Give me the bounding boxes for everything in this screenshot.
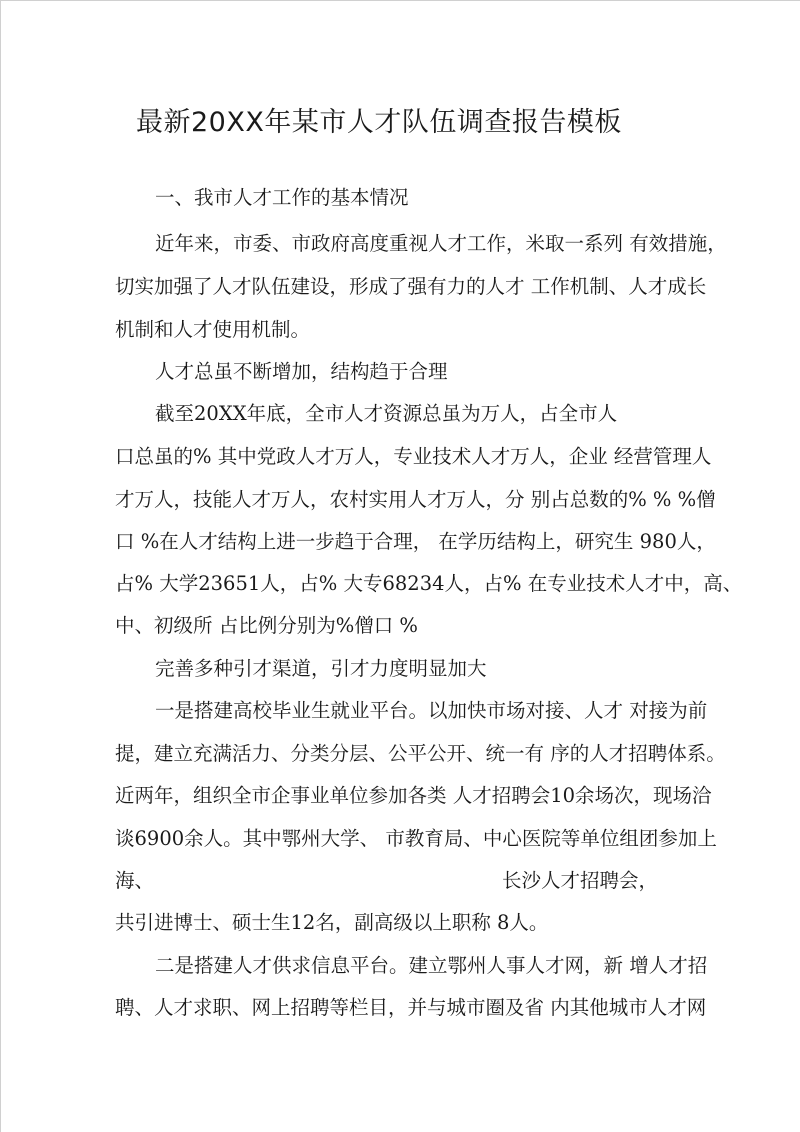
paragraph-line: 海、	[115, 869, 155, 892]
paragraph-line: 口 %在人才结构上进一步趋于合理， 在学历结构上，研究生 980人，	[115, 530, 716, 553]
paragraph-line: 占% 大学23651人，占% 大专68234人，占% 在专业技术人才中，高、	[115, 572, 743, 595]
paragraph-line: 切实加强了人才队伍建设，形成了强有力的人才 工作机制、人才成长	[115, 275, 707, 298]
paragraph-line: 才万人，技能人才万人，农村实用人才万人，分 别占总数的% % %僧	[115, 488, 716, 511]
page-border-left	[0, 0, 1, 1132]
paragraph-line: 截至20XX年底，全市人才资源总虽为万人，占全市人	[155, 402, 618, 425]
paragraph-line: 提，建立充满活力、分类分层、公平公开、统一有 序的人才招聘体系。	[115, 742, 726, 765]
paragraph-line: 近两年，组织全市企事业单位参加各类 人才招聘会10余场次，现场洽	[115, 784, 712, 807]
paragraph-line: 二是搭建人才供求信息平台。建立鄂州人事人才网，新 增人才招	[155, 954, 708, 977]
paragraph-line: 谈6900余人。其中鄂州大学、 市教育局、中心医院等单位组团参加上	[115, 827, 717, 850]
paragraph-line: 聘、人才求职、网上招聘等栏目，并与城市圈及省 内其他城市人才网	[115, 996, 707, 1019]
document-title: 最新20XX年某市人才队伍调查报告模板	[136, 107, 622, 138]
paragraph-line: 近年来，市委、市政府高度重视人才工作，米取一系列 有效措施，	[155, 232, 727, 255]
subheading: 人才总虽不断增加，结构趋于合理	[155, 360, 448, 383]
paragraph-line: 机制和人才使用机制。	[115, 318, 311, 341]
paragraph-line: 中、初级所 占比例分别为%僧口 %	[115, 614, 418, 637]
subheading: 完善多种引才渠道，引才力度明显加大	[155, 657, 487, 680]
section-heading: 一、我市人才工作的基本情况	[155, 186, 409, 209]
paragraph-line: 一是搭建高校毕业生就业平台。以加快市场对接、人才 对接为前	[155, 699, 708, 722]
paragraph-line: 长沙人才招聘会，	[502, 869, 659, 892]
page-border-top	[0, 0, 800, 1]
paragraph-line: 口总虽的% 其中党政人才万人，专业技术人才万人，企业 经营管理人	[115, 445, 712, 468]
paragraph-line: 共引进博士、硕士生12名，副高级以上职称 8人。	[115, 911, 549, 934]
